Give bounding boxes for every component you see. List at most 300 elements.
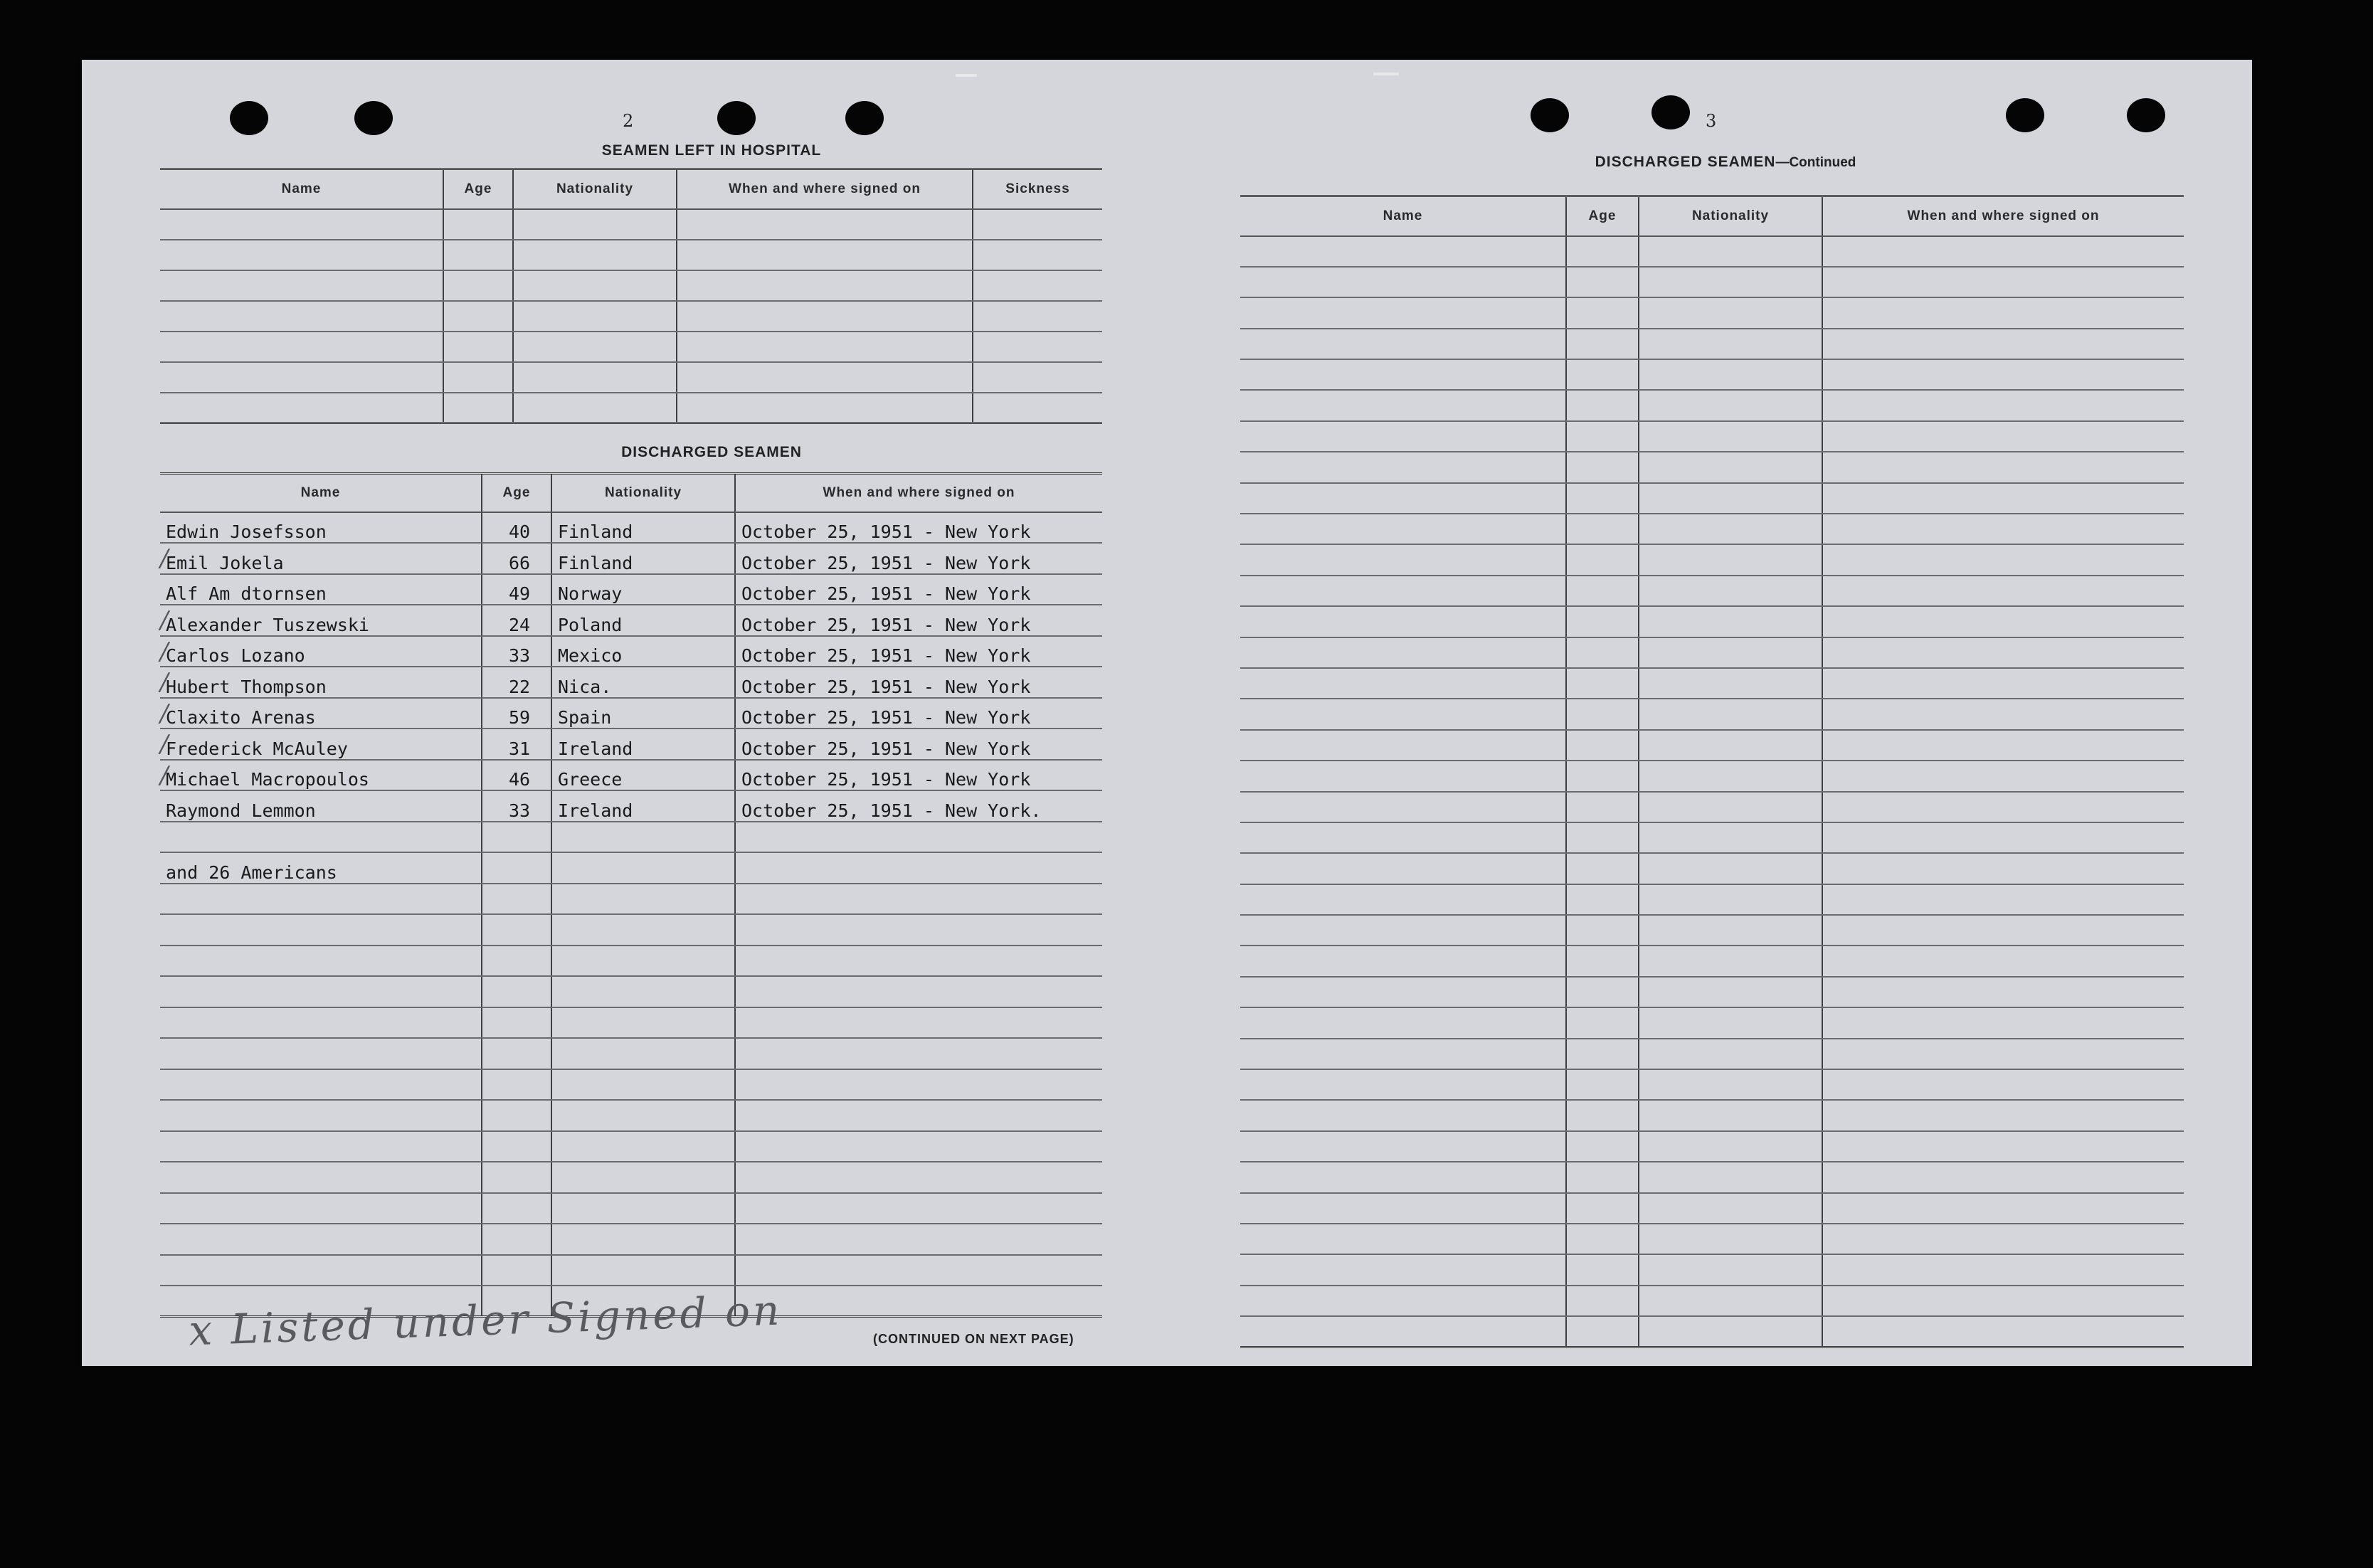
cell-signed-on: October 25, 1951 - New York <box>735 760 1102 791</box>
table-cell <box>1240 544 1566 575</box>
cell-name <box>160 1224 482 1255</box>
table-cell <box>1240 1100 1566 1130</box>
table-cell <box>1240 390 1566 420</box>
table-cell <box>1566 853 1639 884</box>
table-cell <box>1639 544 1822 575</box>
column-header-name: Name <box>1240 196 1566 236</box>
table-row <box>160 790 1102 822</box>
table-cell <box>1822 1007 2184 1038</box>
table-cell <box>1639 1162 1822 1192</box>
table-row <box>1240 668 2184 699</box>
cell-signed-on: October 25, 1951 - New York <box>735 512 1102 544</box>
cell-age <box>482 822 551 853</box>
table-cell <box>160 240 443 270</box>
cell-nationality: Finland <box>551 543 735 574</box>
table-cell <box>1822 421 2184 452</box>
table-cell <box>513 270 677 301</box>
table-row <box>1240 390 2184 420</box>
cell-signed-on: October 25, 1951 - New York <box>735 667 1102 698</box>
table-row <box>1240 1162 2184 1192</box>
ledger-sheet <box>82 60 2252 1366</box>
table-row <box>1240 1069 2184 1100</box>
table-cell <box>1566 792 1639 822</box>
table-row <box>1240 1286 2184 1316</box>
table-cell <box>1639 884 1822 915</box>
table-cell <box>1822 329 2184 359</box>
cell-age <box>482 884 551 915</box>
table-cell <box>1566 421 1639 452</box>
table-cell <box>1822 977 2184 1007</box>
table-cell <box>1566 359 1639 390</box>
table-row <box>160 1162 1102 1193</box>
cell-signed-on: October 25, 1951 - New York <box>735 605 1102 636</box>
table-cell <box>1240 1131 1566 1162</box>
column-header-age: Age <box>443 169 513 209</box>
section-title-main: DISCHARGED SEAMEN <box>1595 154 1776 170</box>
cell-name: Carlos Lozano <box>160 636 482 667</box>
table-cell <box>513 362 677 393</box>
table-cell <box>1240 761 1566 791</box>
cell-nationality <box>551 884 735 915</box>
table-cell <box>1566 884 1639 915</box>
table-cell <box>1566 514 1639 544</box>
cell-signed-on <box>735 945 1102 977</box>
page-number: 2 <box>623 111 634 131</box>
table-cell <box>1240 1286 1566 1316</box>
cell-nationality <box>551 1131 735 1162</box>
table-row <box>1240 1224 2184 1254</box>
table-cell <box>677 362 973 393</box>
table-cell <box>160 209 443 240</box>
table-cell <box>1639 606 1822 637</box>
cell-signed-on <box>735 1162 1102 1193</box>
table-cell <box>1822 1039 2184 1069</box>
table-row <box>160 1255 1102 1286</box>
table-cell <box>1566 761 1639 791</box>
table-row <box>160 884 1102 915</box>
table-cell <box>1639 452 1822 482</box>
table-row <box>160 667 1102 698</box>
table-cell <box>1566 1069 1639 1100</box>
table-cell <box>973 240 1102 270</box>
punch-hole <box>1531 98 1569 132</box>
cell-nationality: Mexico <box>551 636 735 667</box>
table-cell <box>1822 1131 2184 1162</box>
table-cell <box>1240 884 1566 915</box>
cell-age: 31 <box>482 729 551 760</box>
check-mark: / <box>160 699 169 728</box>
column-header-name: Name <box>160 169 443 209</box>
table-cell <box>1639 699 1822 729</box>
table-row <box>1240 359 2184 390</box>
cell-nationality: Nica. <box>551 667 735 698</box>
cell-name: Alf Am dtornsen <box>160 574 482 605</box>
cell-nationality <box>551 1069 735 1101</box>
cell-name: Frederick McAuley <box>160 729 482 760</box>
table-row <box>1240 853 2184 884</box>
table-cell <box>1566 483 1639 514</box>
table-cell <box>1639 421 1822 452</box>
table-cell <box>1822 730 2184 761</box>
table-cell <box>1822 668 2184 699</box>
table-row <box>160 605 1102 636</box>
table-cell <box>1822 483 2184 514</box>
table-row <box>160 512 1102 544</box>
table-cell <box>1639 637 1822 668</box>
table-cell <box>677 332 973 362</box>
table-cell <box>1822 267 2184 297</box>
table-cell <box>973 301 1102 332</box>
table-row <box>160 636 1102 667</box>
table-cell <box>443 270 513 301</box>
table-cell <box>1639 1069 1822 1100</box>
table-cell <box>1566 1007 1639 1038</box>
table-cell <box>1566 977 1639 1007</box>
table-cell <box>1639 977 1822 1007</box>
cell-name <box>160 1069 482 1101</box>
cell-age: 46 <box>482 760 551 791</box>
table-cell <box>1822 359 2184 390</box>
table-cell <box>443 240 513 270</box>
table-row <box>160 1131 1102 1162</box>
table-cell <box>1639 1039 1822 1069</box>
table-cell <box>1240 637 1566 668</box>
cell-signed-on <box>735 852 1102 884</box>
column-header-signed-on: When and where signed on <box>677 169 973 209</box>
table-cell <box>1639 1224 1822 1254</box>
cell-signed-on <box>735 1286 1102 1317</box>
cell-age: 33 <box>482 636 551 667</box>
cell-nationality <box>551 945 735 977</box>
table-row <box>1240 637 2184 668</box>
table-row <box>160 1193 1102 1224</box>
cell-age <box>482 914 551 945</box>
table-cell <box>1822 1224 2184 1254</box>
table-cell <box>1240 576 1566 606</box>
cell-age <box>482 1193 551 1224</box>
cell-name <box>160 1100 482 1131</box>
cell-name: Edwin Josefsson <box>160 512 482 544</box>
table-cell <box>1822 576 2184 606</box>
cell-name: Alexander Tuszewski <box>160 605 482 636</box>
table-cell <box>160 362 443 393</box>
check-mark: / <box>160 544 169 573</box>
table-cell <box>1240 267 1566 297</box>
cell-nationality <box>551 1162 735 1193</box>
cell-age <box>482 1162 551 1193</box>
table-cell <box>160 301 443 332</box>
table-row <box>1240 606 2184 637</box>
cell-name <box>160 945 482 977</box>
table-row <box>1240 514 2184 544</box>
table-cell <box>160 393 443 423</box>
cell-nationality: Finland <box>551 512 735 544</box>
cell-signed-on <box>735 1193 1102 1224</box>
page-number: 3 <box>1706 111 1717 131</box>
table-cell <box>1566 1254 1639 1285</box>
table-row <box>1240 1007 2184 1038</box>
cell-signed-on <box>735 1069 1102 1101</box>
table-row <box>1240 761 2184 791</box>
check-mark: / <box>160 761 169 790</box>
table-cell <box>677 301 973 332</box>
table-cell <box>677 240 973 270</box>
column-header-age: Age <box>1566 196 1639 236</box>
cell-name <box>160 1193 482 1224</box>
table-cell <box>1240 699 1566 729</box>
cell-signed-on <box>735 976 1102 1007</box>
table-cell <box>1639 730 1822 761</box>
cell-name: Emil Jokela <box>160 543 482 574</box>
table-row <box>1240 1316 2184 1347</box>
table-cell <box>1240 1224 1566 1254</box>
cell-age <box>482 1131 551 1162</box>
table-row <box>160 301 1102 332</box>
punch-hole <box>1651 95 1690 129</box>
cell-age <box>482 1224 551 1255</box>
table-cell <box>443 301 513 332</box>
table-row <box>1240 822 2184 853</box>
punch-hole <box>845 101 884 135</box>
cell-name <box>160 1038 482 1069</box>
cell-signed-on <box>735 1100 1102 1131</box>
table-row <box>160 362 1102 393</box>
table-cell <box>1639 236 1822 267</box>
table-cell <box>1822 884 2184 915</box>
table-cell <box>1822 945 2184 976</box>
table-cell <box>1822 1316 2184 1347</box>
cell-name <box>160 976 482 1007</box>
table-cell <box>1566 297 1639 328</box>
table-row <box>1240 267 2184 297</box>
table-cell <box>1822 1254 2184 1285</box>
hospital-table <box>160 168 1102 424</box>
table-cell <box>1639 1193 1822 1224</box>
cell-nationality: Poland <box>551 605 735 636</box>
table-cell <box>1240 483 1566 514</box>
cell-name <box>160 822 482 853</box>
cell-nationality: Ireland <box>551 729 735 760</box>
table-row <box>160 945 1102 977</box>
table-cell <box>1822 637 2184 668</box>
table-cell <box>1639 576 1822 606</box>
cell-signed-on <box>735 822 1102 853</box>
table-cell <box>1639 1007 1822 1038</box>
table-cell <box>1566 699 1639 729</box>
table-cell <box>513 301 677 332</box>
table-cell <box>1240 514 1566 544</box>
table-cell <box>1566 544 1639 575</box>
cell-signed-on: October 25, 1951 - New York <box>735 574 1102 605</box>
cell-name <box>160 1255 482 1286</box>
cell-age: 22 <box>482 667 551 698</box>
cell-age <box>482 1038 551 1069</box>
table-row <box>1240 1039 2184 1069</box>
table-cell <box>1566 668 1639 699</box>
discharged-seamen-table <box>160 472 1102 1318</box>
table-cell <box>1822 822 2184 853</box>
table-row <box>160 760 1102 791</box>
punch-hole <box>2127 98 2165 132</box>
table-cell <box>1240 1193 1566 1224</box>
cell-nationality <box>551 1100 735 1131</box>
cell-nationality: Spain <box>551 698 735 729</box>
table-cell <box>1639 915 1822 945</box>
table-cell <box>677 393 973 423</box>
cell-name <box>160 884 482 915</box>
table-cell <box>1240 421 1566 452</box>
table-cell <box>1639 792 1822 822</box>
cell-name <box>160 1162 482 1193</box>
table-cell <box>443 393 513 423</box>
table-cell <box>1822 761 2184 791</box>
table-cell <box>1566 576 1639 606</box>
table-row <box>1240 1131 2184 1162</box>
cell-name: Raymond Lemmon <box>160 790 482 822</box>
column-header-nationality: Nationality <box>551 474 735 512</box>
table-row <box>1240 977 2184 1007</box>
table-row <box>1240 1193 2184 1224</box>
table-cell <box>1566 915 1639 945</box>
table-cell <box>1240 606 1566 637</box>
table-cell <box>1566 329 1639 359</box>
table-cell <box>677 209 973 240</box>
cell-name <box>160 1007 482 1039</box>
discharged-continued-title <box>1476 154 1975 171</box>
cell-age <box>482 976 551 1007</box>
cell-signed-on: October 25, 1951 - New York <box>735 543 1102 574</box>
table-cell <box>1566 945 1639 976</box>
table-row <box>1240 915 2184 945</box>
table-row <box>160 852 1102 884</box>
column-header-signed-on: When and where signed on <box>1822 196 2184 236</box>
column-header-nationality: Nationality <box>1639 196 1822 236</box>
cell-age: 33 <box>482 790 551 822</box>
table-cell <box>1822 1069 2184 1100</box>
cell-age <box>482 1069 551 1101</box>
table-cell <box>513 393 677 423</box>
table-cell <box>1822 606 2184 637</box>
handwritten-note: x Listed under Signed on <box>188 1286 783 1355</box>
table-row <box>160 976 1102 1007</box>
table-row <box>160 1007 1102 1039</box>
table-cell <box>1240 1069 1566 1100</box>
section-title-suffix: —Continued <box>1775 155 1856 170</box>
column-header-sickness: Sickness <box>973 169 1102 209</box>
cell-signed-on: October 25, 1951 - New York <box>735 636 1102 667</box>
cell-name: Michael Macropoulos <box>160 760 482 791</box>
table-cell <box>973 270 1102 301</box>
cell-signed-on: October 25, 1951 - New York <box>735 698 1102 729</box>
table-cell <box>1822 236 2184 267</box>
table-cell <box>973 393 1102 423</box>
cell-name: and 26 Americans <box>160 852 482 884</box>
table-cell <box>1240 792 1566 822</box>
table-row <box>1240 236 2184 267</box>
table-cell <box>1240 452 1566 482</box>
table-cell <box>973 332 1102 362</box>
table-cell <box>1639 359 1822 390</box>
table-row <box>1240 1100 2184 1130</box>
table-cell <box>1822 915 2184 945</box>
table-cell <box>1639 483 1822 514</box>
table-row <box>160 822 1102 853</box>
table-row <box>1240 329 2184 359</box>
table-cell <box>1822 792 2184 822</box>
table-cell <box>1639 267 1822 297</box>
table-cell <box>1240 977 1566 1007</box>
table-cell <box>443 332 513 362</box>
table-cell <box>513 209 677 240</box>
table-row <box>1240 544 2184 575</box>
table-cell <box>1566 390 1639 420</box>
table-row <box>160 270 1102 301</box>
table-row <box>160 393 1102 423</box>
cell-age: 40 <box>482 512 551 544</box>
table-row <box>1240 945 2184 976</box>
table-cell <box>1240 668 1566 699</box>
table-row <box>160 240 1102 270</box>
table-cell <box>1822 452 2184 482</box>
table-cell <box>1566 1316 1639 1347</box>
table-cell <box>1822 853 2184 884</box>
check-mark: / <box>160 637 169 666</box>
cell-signed-on <box>735 1038 1102 1069</box>
table-row <box>1240 730 2184 761</box>
cell-age <box>482 1007 551 1039</box>
table-cell <box>1822 390 2184 420</box>
table-cell <box>1639 1100 1822 1130</box>
table-cell <box>1566 1039 1639 1069</box>
table-cell <box>1639 329 1822 359</box>
column-header-nationality: Nationality <box>513 169 677 209</box>
cell-nationality <box>551 1193 735 1224</box>
column-header-age: Age <box>482 474 551 512</box>
table-cell <box>1240 359 1566 390</box>
cell-signed-on <box>735 884 1102 915</box>
table-cell <box>1639 1131 1822 1162</box>
table-cell <box>1566 606 1639 637</box>
cell-signed-on <box>735 1007 1102 1039</box>
table-row <box>160 209 1102 240</box>
table-cell <box>1822 699 2184 729</box>
hospital-section-title: SEAMEN LEFT IN HOSPITAL <box>601 142 822 159</box>
cell-signed-on: October 25, 1951 - New York <box>735 729 1102 760</box>
cell-age <box>482 945 551 977</box>
table-cell <box>973 209 1102 240</box>
table-cell <box>1566 1162 1639 1192</box>
continued-footer: (CONTINUED ON NEXT PAGE) <box>873 1332 1074 1346</box>
cell-name <box>160 914 482 945</box>
table-row <box>160 332 1102 362</box>
table-cell <box>1566 1193 1639 1224</box>
cell-nationality <box>551 822 735 853</box>
table-row <box>160 543 1102 574</box>
table-row <box>1240 576 2184 606</box>
cell-signed-on <box>735 914 1102 945</box>
cell-nationality: Norway <box>551 574 735 605</box>
table-row <box>1240 297 2184 328</box>
table-cell <box>513 240 677 270</box>
table-cell <box>1639 297 1822 328</box>
check-mark: / <box>160 606 169 635</box>
table-cell <box>443 362 513 393</box>
table-cell <box>1639 945 1822 976</box>
cell-nationality <box>551 1038 735 1069</box>
table-cell <box>1639 514 1822 544</box>
punch-hole <box>354 101 393 135</box>
table-row <box>160 1224 1102 1255</box>
